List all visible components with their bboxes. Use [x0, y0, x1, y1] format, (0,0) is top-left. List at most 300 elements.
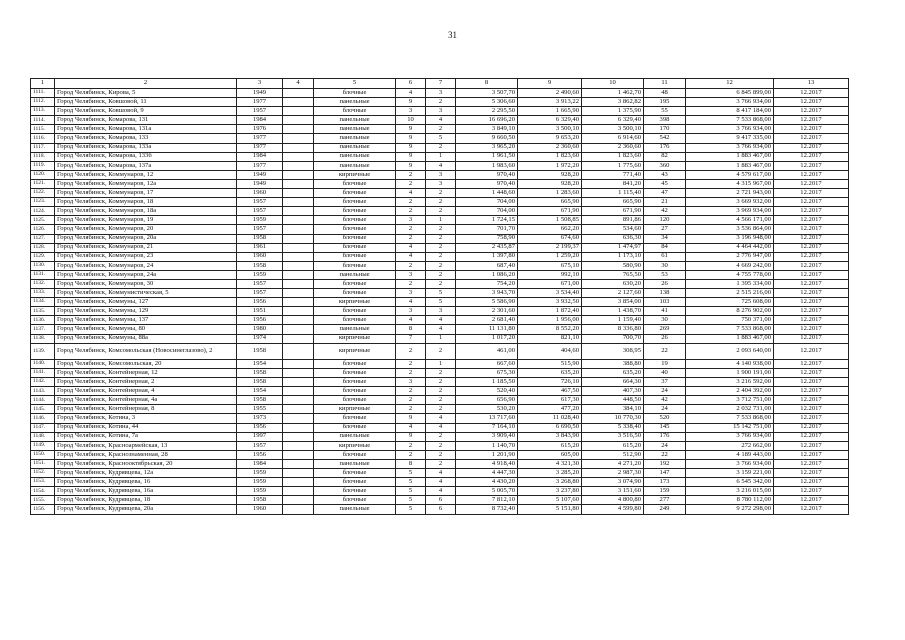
entrances-cell: 2: [426, 243, 456, 252]
row-number: 1126.: [31, 225, 55, 234]
address-cell: Город Челябинск, Контейнерная, 4: [55, 387, 237, 396]
material-cell: блочные: [314, 225, 396, 234]
table-row: [31, 450, 849, 459]
living-area-cell: 665,90: [518, 198, 582, 207]
table-row: [31, 369, 849, 378]
blank-cell: [283, 496, 314, 505]
residents-cell: 192: [644, 459, 686, 468]
cost-cell: 15 142 751,00: [686, 423, 774, 432]
living-area-cell: 2 490,60: [518, 89, 582, 98]
table-row: [31, 359, 849, 368]
total-area-cell: 16 696,20: [456, 116, 518, 125]
entrances-cell: 2: [426, 270, 456, 279]
residents-cell: 360: [644, 161, 686, 170]
year-cell: 1949: [237, 170, 283, 179]
address-cell: Город Челябинск, Комарова, 133: [55, 134, 237, 143]
cost-cell: 7 533 868,00: [686, 116, 774, 125]
material-cell: панельные: [314, 270, 396, 279]
residents-cell: 138: [644, 289, 686, 298]
residents-cell: 103: [644, 298, 686, 307]
total-area-cell: 1 397,80: [456, 252, 518, 261]
entrances-cell: 6: [426, 496, 456, 505]
living-area-cell: 1 283,60: [518, 189, 582, 198]
cost-cell: 1 900 191,00: [686, 369, 774, 378]
living-area-cell: 617,30: [518, 396, 582, 405]
living-area-cell: 3 237,80: [518, 487, 582, 496]
year-cell: 1984: [237, 116, 283, 125]
table-row: [31, 334, 849, 343]
material-cell: кирпичные: [314, 405, 396, 414]
residential-area-cell: 891,86: [582, 216, 644, 225]
floors-cell: 9: [396, 152, 426, 161]
total-area-cell: 2 295,50: [456, 107, 518, 116]
date-cell: 12.2017: [774, 478, 849, 487]
cost-cell: 4 755 778,00: [686, 270, 774, 279]
year-cell: 1958: [237, 261, 283, 270]
entrances-cell: 2: [426, 396, 456, 405]
entrances-cell: 3: [426, 307, 456, 316]
entrances-cell: 2: [426, 450, 456, 459]
row-number: 1118.: [31, 152, 55, 161]
material-cell: блочные: [314, 423, 396, 432]
total-area-cell: 5 005,70: [456, 487, 518, 496]
blank-cell: [283, 279, 314, 288]
living-area-cell: 675,10: [518, 261, 582, 270]
cost-cell: 3 669 932,00: [686, 198, 774, 207]
floors-cell: 2: [396, 207, 426, 216]
table-row: [31, 89, 849, 98]
table-row: [31, 134, 849, 143]
residents-cell: 24: [644, 441, 686, 450]
year-cell: 1960: [237, 189, 283, 198]
total-area-cell: 1 961,50: [456, 152, 518, 161]
residential-area-cell: 2 127,60: [582, 289, 644, 298]
living-area-cell: 635,20: [518, 369, 582, 378]
row-number: 1112.: [31, 98, 55, 107]
floors-cell: 7: [396, 334, 426, 343]
floors-cell: 9: [396, 125, 426, 134]
cost-cell: 3 766 934,00: [686, 459, 774, 468]
year-cell: 1951: [237, 307, 283, 316]
row-number: 1114.: [31, 116, 55, 125]
cost-cell: 3 196 948,00: [686, 234, 774, 243]
residential-area-cell: 512,90: [582, 450, 644, 459]
residential-area-cell: 630,20: [582, 279, 644, 288]
row-number: 1127.: [31, 234, 55, 243]
table-row: [31, 478, 849, 487]
date-cell: 12.2017: [774, 125, 849, 134]
address-cell: Город Челябинск, Коммунаров, 20: [55, 225, 237, 234]
living-area-cell: 5 151,80: [518, 505, 582, 514]
address-cell: Город Челябинск, Кудрявцева, 20а: [55, 505, 237, 514]
residential-area-cell: 3 074,90: [582, 478, 644, 487]
date-cell: 12.2017: [774, 98, 849, 107]
row-number: 1115.: [31, 125, 55, 134]
blank-cell: [283, 343, 314, 359]
material-cell: панельные: [314, 161, 396, 170]
living-area-cell: 404,60: [518, 343, 582, 359]
row-number: 1119.: [31, 161, 55, 170]
entrances-cell: 2: [426, 432, 456, 441]
living-area-cell: 9 653,20: [518, 134, 582, 143]
residential-area-cell: 5 338,40: [582, 423, 644, 432]
year-cell: 1959: [237, 478, 283, 487]
residents-cell: 82: [644, 152, 686, 161]
date-cell: 12.2017: [774, 134, 849, 143]
floors-cell: 2: [396, 387, 426, 396]
residents-cell: 45: [644, 179, 686, 188]
date-cell: 12.2017: [774, 496, 849, 505]
address-cell: Город Челябинск, Комарова, 131а: [55, 125, 237, 134]
cost-cell: 3 766 934,00: [686, 125, 774, 134]
blank-cell: [283, 441, 314, 450]
floors-cell: 2: [396, 450, 426, 459]
residential-area-cell: 615,20: [582, 441, 644, 450]
residents-cell: 42: [644, 207, 686, 216]
material-cell: блочные: [314, 414, 396, 423]
table-row: [31, 396, 849, 405]
total-area-cell: 2 435,87: [456, 243, 518, 252]
date-cell: 12.2017: [774, 450, 849, 459]
entrances-cell: 2: [426, 234, 456, 243]
year-cell: 1956: [237, 298, 283, 307]
living-area-cell: 4 321,30: [518, 459, 582, 468]
residential-area-cell: 1 173,10: [582, 252, 644, 261]
floors-cell: 2: [396, 179, 426, 188]
total-area-cell: 4 447,30: [456, 469, 518, 478]
entrances-cell: 2: [426, 98, 456, 107]
residents-cell: 176: [644, 143, 686, 152]
total-area-cell: 1 185,50: [456, 378, 518, 387]
living-area-cell: 3 285,20: [518, 469, 582, 478]
address-cell: Город Челябинск, Комарова, 133б: [55, 152, 237, 161]
address-cell: Город Челябинск, Коммунаров, 23: [55, 252, 237, 261]
cost-cell: 2 515 216,00: [686, 289, 774, 298]
floors-cell: 4: [396, 298, 426, 307]
blank-cell: [283, 261, 314, 270]
table-row: [31, 432, 849, 441]
floors-cell: 4: [396, 423, 426, 432]
living-area-cell: 928,20: [518, 170, 582, 179]
floors-cell: 4: [396, 189, 426, 198]
residents-cell: 176: [644, 432, 686, 441]
floors-cell: 5: [396, 496, 426, 505]
date-cell: 12.2017: [774, 234, 849, 243]
row-number: 1153.: [31, 478, 55, 487]
total-area-cell: 9 660,50: [456, 134, 518, 143]
residential-area-cell: 2 987,30: [582, 469, 644, 478]
living-area-cell: 1 259,20: [518, 252, 582, 261]
date-cell: 12.2017: [774, 161, 849, 170]
blank-cell: [283, 396, 314, 405]
date-cell: 12.2017: [774, 487, 849, 496]
year-cell: 1957: [237, 279, 283, 288]
residents-cell: 24: [644, 387, 686, 396]
cost-cell: 4 579 617,00: [686, 170, 774, 179]
address-cell: Город Челябинск, Коммуны, 137: [55, 316, 237, 325]
residents-cell: 43: [644, 170, 686, 179]
row-number: 1138.: [31, 334, 55, 343]
date-cell: 12.2017: [774, 107, 849, 116]
blank-cell: [283, 334, 314, 343]
date-cell: 12.2017: [774, 405, 849, 414]
residents-cell: 27: [644, 225, 686, 234]
address-cell: Город Челябинск, Коммунаров, 12: [55, 170, 237, 179]
living-area-cell: 662,20: [518, 225, 582, 234]
total-area-cell: 4 918,40: [456, 459, 518, 468]
living-area-cell: 2 199,37: [518, 243, 582, 252]
address-cell: Город Челябинск, Краснооктябрьская, 20: [55, 459, 237, 468]
column-header: 4: [283, 79, 314, 89]
blank-cell: [283, 243, 314, 252]
cost-cell: 8 276 902,00: [686, 307, 774, 316]
cost-cell: 6 845 899,00: [686, 89, 774, 98]
date-cell: 12.2017: [774, 343, 849, 359]
date-cell: 12.2017: [774, 89, 849, 98]
table-row: [31, 107, 849, 116]
floors-cell: 2: [396, 279, 426, 288]
residential-area-cell: 3 500,10: [582, 125, 644, 134]
row-number: 1146.: [31, 414, 55, 423]
blank-cell: [283, 234, 314, 243]
residential-area-cell: 8 336,80: [582, 325, 644, 334]
blank-cell: [283, 152, 314, 161]
living-area-cell: 2 360,60: [518, 143, 582, 152]
year-cell: 1957: [237, 225, 283, 234]
cost-cell: 8 780 112,00: [686, 496, 774, 505]
date-cell: 12.2017: [774, 116, 849, 125]
material-cell: блочные: [314, 487, 396, 496]
cost-cell: 4 315 967,00: [686, 179, 774, 188]
blank-cell: [283, 307, 314, 316]
cost-cell: 6 545 342,00: [686, 478, 774, 487]
material-cell: панельные: [314, 432, 396, 441]
living-area-cell: 515,90: [518, 359, 582, 368]
table-row: [31, 152, 849, 161]
table-row: [31, 270, 849, 279]
cost-cell: 2 032 731,00: [686, 405, 774, 414]
entrances-cell: 4: [426, 469, 456, 478]
residential-area-cell: 665,90: [582, 198, 644, 207]
residential-area-cell: 580,90: [582, 261, 644, 270]
entrances-cell: 4: [426, 316, 456, 325]
blank-cell: [283, 487, 314, 496]
date-cell: 12.2017: [774, 270, 849, 279]
floors-cell: 9: [396, 98, 426, 107]
address-cell: Город Челябинск, Красноармейская, 13: [55, 441, 237, 450]
row-number: 1143.: [31, 387, 55, 396]
entrances-cell: 2: [426, 441, 456, 450]
residents-cell: 26: [644, 334, 686, 343]
blank-cell: [283, 325, 314, 334]
blank-cell: [283, 369, 314, 378]
material-cell: панельные: [314, 98, 396, 107]
address-cell: Город Челябинск, Кудрявцева, 16: [55, 478, 237, 487]
floors-cell: 5: [396, 469, 426, 478]
living-area-cell: 671,90: [518, 207, 582, 216]
table-row: [31, 343, 849, 359]
row-number: 1128.: [31, 243, 55, 252]
residential-area-cell: 4 599,80: [582, 505, 644, 514]
table-row: [31, 216, 849, 225]
residents-cell: 145: [644, 423, 686, 432]
date-cell: 12.2017: [774, 143, 849, 152]
total-area-cell: 1 983,60: [456, 161, 518, 170]
residents-cell: 120: [644, 216, 686, 225]
row-number: 1155.: [31, 496, 55, 505]
cost-cell: 2 721 943,00: [686, 189, 774, 198]
material-cell: блочные: [314, 359, 396, 368]
total-area-cell: 3 909,40: [456, 432, 518, 441]
living-area-cell: 11 028,40: [518, 414, 582, 423]
date-cell: 12.2017: [774, 261, 849, 270]
floors-cell: 8: [396, 459, 426, 468]
residential-area-cell: 1 159,40: [582, 316, 644, 325]
blank-cell: [283, 378, 314, 387]
row-number: 1113.: [31, 107, 55, 116]
table-row: [31, 441, 849, 450]
entrances-cell: 4: [426, 487, 456, 496]
address-cell: Город Челябинск, Коммунаров, 19: [55, 216, 237, 225]
floors-cell: 3: [396, 216, 426, 225]
residents-cell: 61: [644, 252, 686, 261]
row-number: 1147.: [31, 423, 55, 432]
floors-cell: 4: [396, 243, 426, 252]
living-area-cell: 605,00: [518, 450, 582, 459]
total-area-cell: 1 086,20: [456, 270, 518, 279]
address-cell: Город Челябинск, Коммуны, 80: [55, 325, 237, 334]
floors-cell: 2: [396, 234, 426, 243]
row-number: 1142.: [31, 378, 55, 387]
residents-cell: 19: [644, 359, 686, 368]
residents-cell: 40: [644, 369, 686, 378]
floors-cell: 5: [396, 505, 426, 514]
address-cell: Город Челябинск, Коммунаров, 21: [55, 243, 237, 252]
entrances-cell: 2: [426, 279, 456, 288]
entrances-cell: 4: [426, 116, 456, 125]
date-cell: 12.2017: [774, 307, 849, 316]
floors-cell: 4: [396, 252, 426, 261]
residential-area-cell: 407,30: [582, 387, 644, 396]
material-cell: блочные: [314, 307, 396, 316]
floors-cell: 2: [396, 170, 426, 179]
row-number: 1133.: [31, 289, 55, 298]
cost-cell: 750 371,00: [686, 316, 774, 325]
living-area-cell: 3 843,90: [518, 432, 582, 441]
floors-cell: 2: [396, 369, 426, 378]
row-number: 1156.: [31, 505, 55, 514]
material-cell: блочные: [314, 478, 396, 487]
residents-cell: 53: [644, 270, 686, 279]
floors-cell: 2: [396, 405, 426, 414]
cost-cell: 4 566 171,00: [686, 216, 774, 225]
blank-cell: [283, 216, 314, 225]
entrances-cell: 3: [426, 170, 456, 179]
address-cell: Город Челябинск, Котина, 3: [55, 414, 237, 423]
column-header: 3: [237, 79, 283, 89]
date-cell: 12.2017: [774, 179, 849, 188]
material-cell: кирпичные: [314, 343, 396, 359]
floors-cell: 3: [396, 289, 426, 298]
table-row: [31, 179, 849, 188]
blank-cell: [283, 170, 314, 179]
living-area-cell: 674,60: [518, 234, 582, 243]
living-area-cell: 3 268,80: [518, 478, 582, 487]
residents-cell: 159: [644, 487, 686, 496]
entrances-cell: 2: [426, 198, 456, 207]
year-cell: 1959: [237, 216, 283, 225]
residents-cell: 55: [644, 107, 686, 116]
year-cell: 1949: [237, 89, 283, 98]
living-area-cell: 6 690,50: [518, 423, 582, 432]
material-cell: блочные: [314, 378, 396, 387]
floors-cell: 9: [396, 161, 426, 170]
living-area-cell: 1 665,90: [518, 107, 582, 116]
cost-cell: 7 533 868,00: [686, 325, 774, 334]
total-area-cell: 1 724,15: [456, 216, 518, 225]
address-cell: Город Челябинск, Кудрявцева, 18: [55, 496, 237, 505]
blank-cell: [283, 450, 314, 459]
address-cell: Город Челябинск, Коммунаров, 18: [55, 198, 237, 207]
entrances-cell: 1: [426, 334, 456, 343]
date-cell: 12.2017: [774, 505, 849, 514]
year-cell: 1949: [237, 179, 283, 188]
year-cell: 1960: [237, 252, 283, 261]
entrances-cell: 2: [426, 378, 456, 387]
residential-area-cell: 771,40: [582, 170, 644, 179]
living-area-cell: 5 107,60: [518, 496, 582, 505]
year-cell: 1954: [237, 387, 283, 396]
residents-cell: 22: [644, 450, 686, 459]
cost-cell: 4 189 443,00: [686, 450, 774, 459]
blank-cell: [283, 179, 314, 188]
residents-cell: 269: [644, 325, 686, 334]
row-number: 1130.: [31, 261, 55, 270]
cost-cell: 725 608,00: [686, 298, 774, 307]
living-area-cell: 992,10: [518, 270, 582, 279]
blank-cell: [283, 359, 314, 368]
cost-cell: 1 883 467,00: [686, 334, 774, 343]
year-cell: 1956: [237, 316, 283, 325]
column-header: 5: [314, 79, 396, 89]
cost-cell: 3 536 864,00: [686, 225, 774, 234]
row-number: 1117.: [31, 143, 55, 152]
table-row: [31, 189, 849, 198]
table-row: [31, 243, 849, 252]
residents-cell: 173: [644, 478, 686, 487]
table-row: [31, 387, 849, 396]
floors-cell: 4: [396, 89, 426, 98]
material-cell: блочные: [314, 496, 396, 505]
row-number: 1122.: [31, 189, 55, 198]
residents-cell: 48: [644, 89, 686, 98]
material-cell: блочные: [314, 279, 396, 288]
date-cell: 12.2017: [774, 170, 849, 179]
residents-cell: 277: [644, 496, 686, 505]
entrances-cell: 4: [426, 478, 456, 487]
address-cell: Город Челябинск, Коммуны, 129: [55, 307, 237, 316]
blank-cell: [283, 252, 314, 261]
residential-area-cell: 1 115,40: [582, 189, 644, 198]
column-header: 2: [55, 79, 237, 89]
entrances-cell: 2: [426, 405, 456, 414]
cost-cell: 2 776 947,00: [686, 252, 774, 261]
total-area-cell: 704,00: [456, 207, 518, 216]
residents-cell: 22: [644, 343, 686, 359]
address-cell: Город Челябинск, Коммунаров, 18а: [55, 207, 237, 216]
cost-cell: 3 159 221,00: [686, 469, 774, 478]
residential-area-cell: 1 823,60: [582, 152, 644, 161]
